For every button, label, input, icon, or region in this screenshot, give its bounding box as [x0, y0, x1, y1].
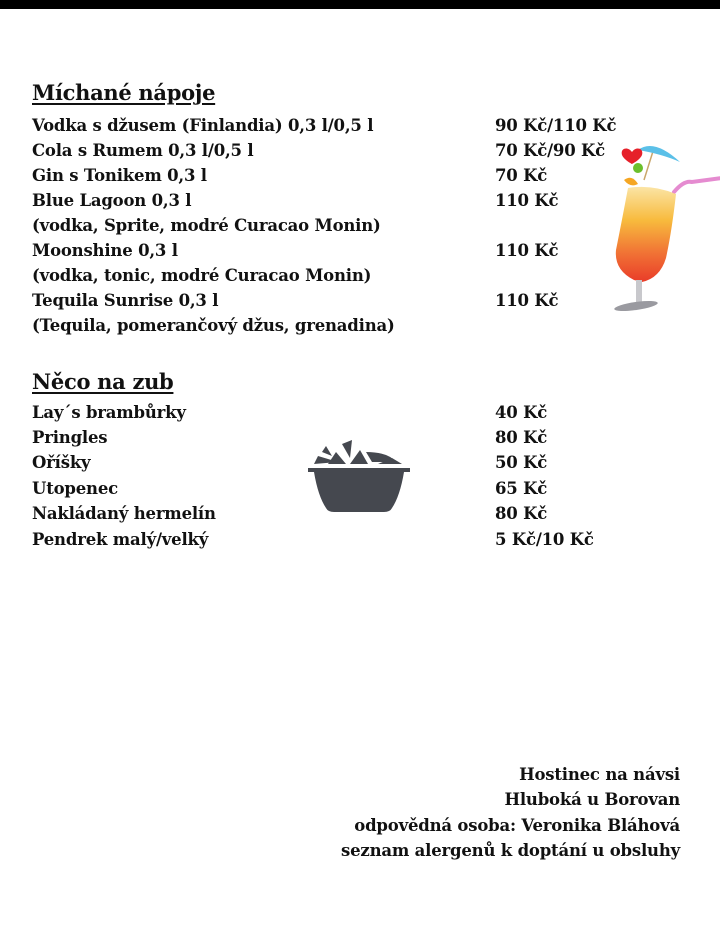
- item-name: Gin s Tonikem 0,3 l: [32, 166, 207, 185]
- item-name: Pringles: [32, 428, 108, 447]
- menu-row: [32, 530, 652, 555]
- menu-row: [32, 403, 652, 428]
- item-name: Moonshine 0,3 l: [32, 241, 178, 260]
- item-name: Oříšky: [32, 453, 91, 472]
- menu-row-description: [32, 316, 652, 341]
- item-price: 70 Kč: [495, 166, 548, 185]
- item-price: 65 Kč: [495, 479, 548, 498]
- footer-info: [341, 762, 680, 863]
- item-price: 50 Kč: [495, 453, 548, 472]
- item-price: 80 Kč: [495, 504, 548, 523]
- item-name: Utopenec: [32, 479, 118, 498]
- item-name: Cola s Rumem 0,3 l/0,5 l: [32, 141, 254, 160]
- item-name: Pendrek malý/velký: [32, 530, 209, 549]
- item-name: Vodka s džusem (Finlandia) 0,3 l/0,5 l: [32, 116, 374, 135]
- item-description: (Tequila, pomerančový džus, grenadina): [32, 316, 395, 335]
- responsible-person: odpovědná osoba: Veronika Bláhová: [354, 815, 680, 835]
- item-price: 110 Kč: [495, 241, 559, 260]
- item-price: 5 Kč/10 Kč: [495, 530, 594, 549]
- menu-row: [32, 291, 652, 316]
- menu-row-description: [32, 266, 652, 291]
- venue-location: Hluboká u Borovan: [504, 790, 680, 810]
- item-price: 110 Kč: [495, 191, 559, 210]
- item-price: 40 Kč: [495, 403, 548, 422]
- item-price: 80 Kč: [495, 428, 548, 447]
- menu-row: [32, 191, 652, 216]
- item-name: Lay´s brambůrky: [32, 403, 186, 422]
- menu-row: [32, 166, 652, 191]
- menu-row: [32, 241, 652, 266]
- venue-name: Hostinec na návsi: [519, 765, 680, 784]
- menu-row: [32, 116, 652, 141]
- allergens-note: seznam alergenů k doptání u obsluhy: [341, 840, 680, 860]
- cocktail-glass-icon: [592, 140, 720, 325]
- top-bar: [0, 0, 720, 9]
- item-description: (vodka, tonic, modré Curacao Monin): [32, 266, 372, 285]
- menu-row: [32, 141, 652, 166]
- menu-row-description: [32, 216, 652, 241]
- section-heading-mixed-drinks: Míchané nápoje: [32, 80, 216, 105]
- item-price: 110 Kč: [495, 291, 559, 310]
- item-price: 90 Kč/110 Kč: [495, 116, 617, 135]
- item-description: (vodka, Sprite, modré Curacao Monin): [32, 216, 381, 235]
- snack-bowl-icon: [308, 438, 410, 513]
- item-price: 70 Kč/90 Kč: [495, 141, 606, 160]
- section-heading-snacks: Něco na zub: [32, 369, 174, 394]
- item-name: Nakládaný hermelín: [32, 504, 216, 523]
- item-name: Blue Lagoon 0,3 l: [32, 191, 192, 210]
- item-name: Tequila Sunrise 0,3 l: [32, 291, 219, 310]
